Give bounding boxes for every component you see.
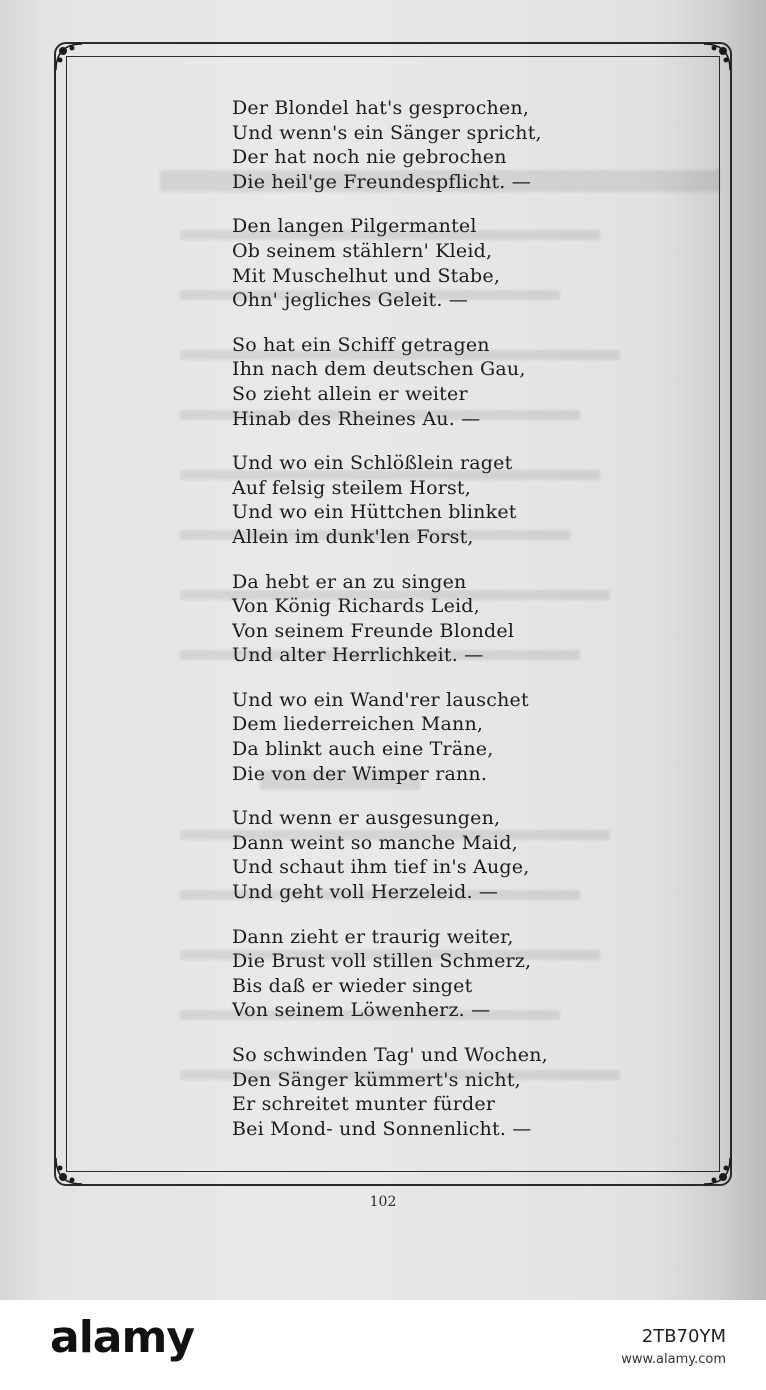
poem-line: Von seinem Löwenherz. — bbox=[232, 999, 491, 1022]
poem-line: Und wo ein Schlößlein raget bbox=[232, 452, 513, 475]
stanza bbox=[232, 451, 612, 549]
poem-line: Dem liederreichen Mann, bbox=[232, 713, 484, 736]
poem-line: Dann weint so manche Maid, bbox=[232, 831, 518, 854]
corner-ornament-icon bbox=[702, 42, 732, 72]
poem-line: Mit Muschelhut und Stabe, bbox=[232, 264, 501, 287]
corner-ornament-icon bbox=[54, 42, 84, 72]
brand-logo: alamy bbox=[50, 1312, 194, 1363]
poem-line: Hinab des Rheines Au. — bbox=[232, 407, 481, 430]
page-number: 102 bbox=[369, 1194, 397, 1210]
corner-ornament-icon bbox=[702, 1156, 732, 1186]
poem-text bbox=[232, 96, 612, 1161]
poem-line: Er schreitet munter fürder bbox=[232, 1093, 496, 1116]
stanza bbox=[232, 688, 612, 786]
poem-line: Den langen Pilgermantel bbox=[232, 215, 477, 238]
poem-line: Die von der Wimper rann. bbox=[232, 762, 488, 785]
poem-line: So hat ein Schiff getragen bbox=[232, 333, 490, 356]
poem-line: Allein im dunk'len Forst, bbox=[232, 525, 474, 548]
poem-line: Die heil'ge Freundespflicht. — bbox=[232, 170, 531, 193]
poem-line: So schwinden Tag' und Wochen, bbox=[232, 1044, 548, 1066]
poem-line: Und wenn er ausgesungen, bbox=[232, 807, 501, 830]
poem-line: Und geht voll Herzeleid. — bbox=[232, 881, 499, 904]
site-url[interactable]: www.alamy.com bbox=[621, 1352, 726, 1367]
poem-line: Ob seinem stählern' Kleid, bbox=[232, 239, 493, 262]
poem-line: Und wenn's ein Sänger spricht, bbox=[232, 121, 542, 144]
poem-line: Der hat noch nie gebrochen bbox=[232, 146, 507, 169]
poem-line: Von seinem Freunde Blondel bbox=[232, 619, 515, 642]
poem-line: Bis daß er wieder singet bbox=[232, 974, 473, 997]
poem-line: Den Sänger kümmert's nicht, bbox=[232, 1068, 521, 1091]
corner-ornament-icon bbox=[54, 1156, 84, 1186]
poem-line: Ohn' jegliches Geleit. — bbox=[232, 289, 469, 312]
stanza bbox=[232, 96, 612, 194]
image-id-text: 2TB70YM bbox=[641, 1326, 726, 1347]
stanza bbox=[232, 214, 612, 312]
poem-line: Der Blondel hat's gesprochen, bbox=[232, 97, 530, 119]
stanza bbox=[232, 806, 612, 904]
stanza bbox=[232, 925, 612, 1023]
poem-line: Und alter Herrlichkeit. — bbox=[232, 644, 484, 667]
stanza bbox=[232, 1043, 612, 1141]
poem-line: Auf felsig steilem Horst, bbox=[232, 476, 472, 499]
image-id bbox=[642, 1326, 726, 1347]
poem-line: Ihn nach dem deutschen Gau, bbox=[232, 358, 526, 381]
poem-line: Und schaut ihm tief in's Auge, bbox=[232, 856, 530, 879]
poem-line: So zieht allein er weiter bbox=[232, 382, 468, 405]
poem-line: Bei Mond- und Sonnenlicht. — bbox=[232, 1117, 532, 1140]
stanza bbox=[232, 570, 612, 668]
poem-line: Die Brust voll stillen Schmerz, bbox=[232, 950, 532, 973]
poem-line: Von König Richards Leid, bbox=[232, 595, 480, 618]
poem-line: Und wo ein Hüttchen blinket bbox=[232, 501, 517, 524]
poem-line: Da hebt er an zu singen bbox=[232, 570, 467, 593]
poem-line: Und wo ein Wand'rer lauschet bbox=[232, 688, 529, 711]
poem-line: Dann zieht er traurig weiter, bbox=[232, 925, 514, 948]
stanza bbox=[232, 333, 612, 431]
poem-line: Da blinkt auch eine Träne, bbox=[232, 738, 494, 761]
